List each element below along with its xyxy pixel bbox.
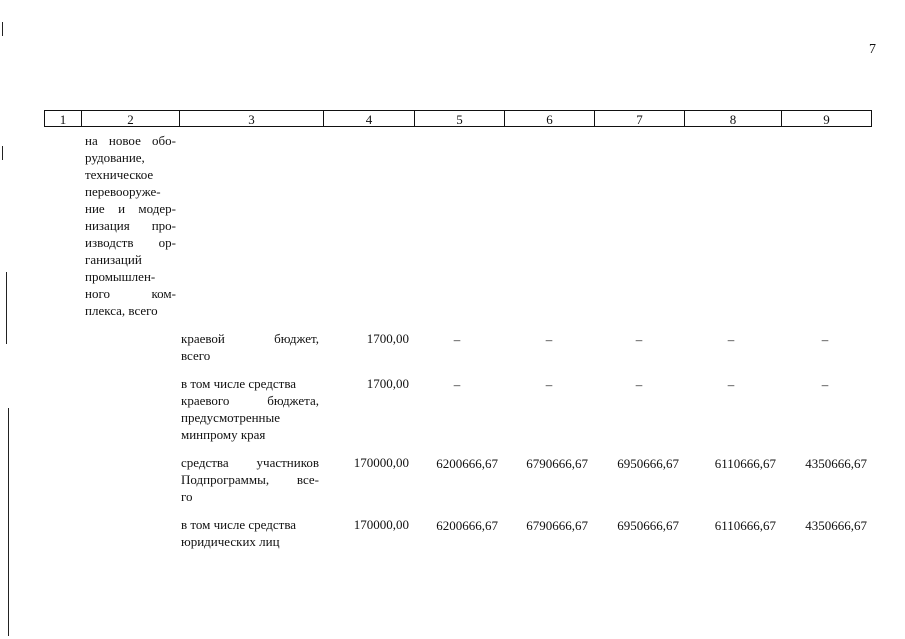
col2-line: на новое обо-: [85, 133, 176, 148]
header-cell: 4: [323, 110, 414, 127]
cell-col6: –: [545, 332, 553, 347]
row-label-line: в том числе средства: [181, 376, 297, 391]
cell-col7: 6950666,67: [617, 456, 679, 471]
scan-edge-mark: [6, 272, 7, 344]
header-cell: 2: [81, 110, 179, 127]
cell-col9: 4350666,67: [805, 456, 867, 471]
header-cell: 7: [594, 110, 684, 127]
cell-col4: 170000,00: [353, 517, 409, 532]
row-label-line: предусмотренные: [181, 410, 281, 425]
header-cell: 3: [179, 110, 323, 127]
row-label-line: юридических лиц: [181, 534, 280, 549]
page-number: 7: [869, 42, 876, 57]
row-label-line: всего: [181, 348, 211, 363]
cell-col4: 1700,00: [366, 331, 409, 346]
cell-col8: 6110666,67: [714, 518, 776, 533]
cell-col5: –: [453, 377, 461, 392]
row-label-line: краевого бюджета,: [181, 393, 319, 408]
scan-edge-mark: [2, 22, 3, 36]
header-cell: 6: [504, 110, 594, 127]
header-cell: 1: [44, 110, 81, 127]
cell-col7: –: [635, 377, 643, 392]
cell-col4: 170000,00: [353, 455, 409, 470]
cell-col6: 6790666,67: [526, 456, 588, 471]
cell-col9: –: [821, 377, 829, 392]
row-label-line: в том числе средства: [181, 517, 297, 532]
header-cell: 5: [414, 110, 504, 127]
header-cell: 8: [684, 110, 781, 127]
cell-col8: –: [727, 332, 735, 347]
cell-col6: 6790666,67: [526, 518, 588, 533]
scan-edge-mark: [2, 146, 3, 160]
col2-line: низация про-: [85, 218, 176, 233]
cell-col8: –: [727, 377, 735, 392]
col2-line: техническое: [85, 167, 154, 182]
col2-line: промышлен-: [85, 269, 156, 284]
cell-col7: –: [635, 332, 643, 347]
cell-col4: 1700,00: [366, 376, 409, 391]
cell-col9: 4350666,67: [805, 518, 867, 533]
cell-col8: 6110666,67: [714, 456, 776, 471]
cell-col5: 6200666,67: [436, 456, 498, 471]
cell-col5: –: [453, 332, 461, 347]
header-cell: 9: [781, 110, 872, 127]
col2-line: ние и модер-: [85, 201, 176, 216]
row-label-line: минпрому края: [181, 427, 266, 442]
row-label-line: краевой бюджет,: [181, 331, 319, 346]
col2-line: плекса, всего: [85, 303, 158, 318]
row-label-line: средства участников: [181, 455, 319, 470]
cell-col5: 6200666,67: [436, 518, 498, 533]
cell-col7: 6950666,67: [617, 518, 679, 533]
scan-edge-mark: [8, 408, 9, 636]
col2-line: изводств ор-: [85, 235, 176, 250]
col2-line: рудование,: [85, 150, 145, 165]
col2-line: ганизаций: [85, 252, 142, 267]
cell-col6: –: [545, 377, 553, 392]
cell-col9: –: [821, 332, 829, 347]
row-label-line: го: [181, 489, 193, 504]
row-label-line: Подпрограммы, все-: [181, 472, 319, 487]
col2-line: ного ком-: [85, 286, 176, 301]
col2-line: перевооруже-: [85, 184, 161, 199]
